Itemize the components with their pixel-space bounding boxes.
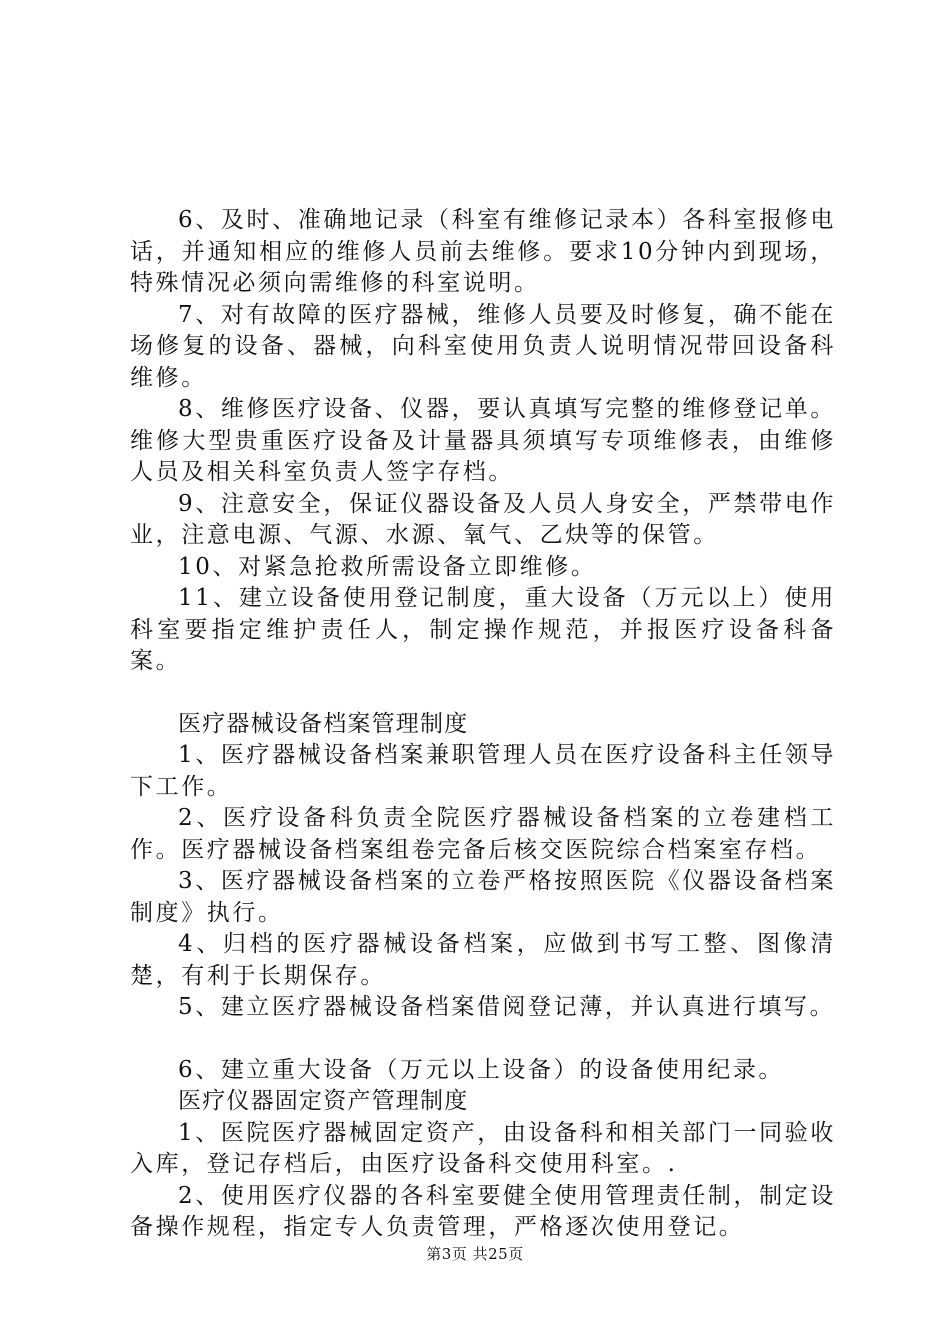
- paragraph-archive-quality: 4、归档的医疗器械设备档案，应做到书写工整、图像清楚，有利于长期保存。: [130, 931, 836, 989]
- section-heading-archive-management: 医疗器械设备档案管理制度: [178, 710, 469, 737]
- paragraph-archive-staff: 1、医疗器械设备档案兼职管理人员在医疗设备科主任领导下工作。: [130, 742, 836, 800]
- document-body: [130, 205, 836, 1244]
- paragraph-fault-repair: 7、对有故障的医疗器械，维修人员要及时修复，确不能在场修复的设备、器械，向科室使用负责人说明情况带回设备科维修。: [130, 301, 836, 391]
- paragraph-emergency-repair: 10、对紧急抢救所需设备立即维修。: [178, 553, 597, 580]
- paragraph-usage-registration: 11、建立设备使用登记制度，重大设备（万元以上）使用科室要指定维护责任人，制定操作规范，并报医疗设备科备案。: [130, 585, 836, 674]
- paragraph-archive-borrowing: 5、建立医疗器械设备档案借阅登记薄，并认真进行填写。: [178, 994, 836, 1020]
- paragraph-asset-acceptance: 1、医院医疗器械固定资产，由设备科和相关部门一同验收入库，登记存档后，由医疗设备科交使用科室。.: [130, 1119, 836, 1177]
- paragraph-repair-call-record: 6、及时、准确地记录（科室有维修记录本）各科室报修电话，并通知相应的维修人员前去维修。要求10分钟内到现场，特殊情况必须向需维修的科室说明。: [130, 207, 836, 296]
- paragraph-archive-filing: 2、医疗设备科负责全院医疗器械设备档案的立卷建档工作。医疗器械设备档案组卷完备后核交医院综合档案室存档。: [130, 805, 836, 863]
- section-heading-fixed-assets: 医疗仪器固定资产管理制度: [178, 1088, 469, 1114]
- paragraph-safety: 9、注意安全，保证仪器设备及人员人身安全，严禁带电作业，注意电源、气源、水源、氧气、乙炔等的保管。: [130, 490, 836, 548]
- paragraph-asset-responsibility: 2、使用医疗仪器的各科室要健全使用管理责任制，制定设备操作规程，指定专人负责管理，严格逐次使用登记。: [130, 1182, 836, 1240]
- paragraph-repair-registration: 8、维修医疗设备、仪器，要认真填写完整的维修登记单。维修大型贵重医疗设备及计量器具须填写专项维修表，由维修人员及相关科室负责人签字存档。: [130, 396, 836, 485]
- paragraph-major-equipment-record: 6、建立重大设备（万元以上设备）的设备使用纪录。: [178, 1056, 785, 1083]
- paragraph-archive-rules: 3、医疗器械设备档案的立卷严格按照医院《仪器设备档案制度》执行。: [130, 868, 836, 926]
- page-number-footer: 第3页 共25页: [426, 1245, 524, 1263]
